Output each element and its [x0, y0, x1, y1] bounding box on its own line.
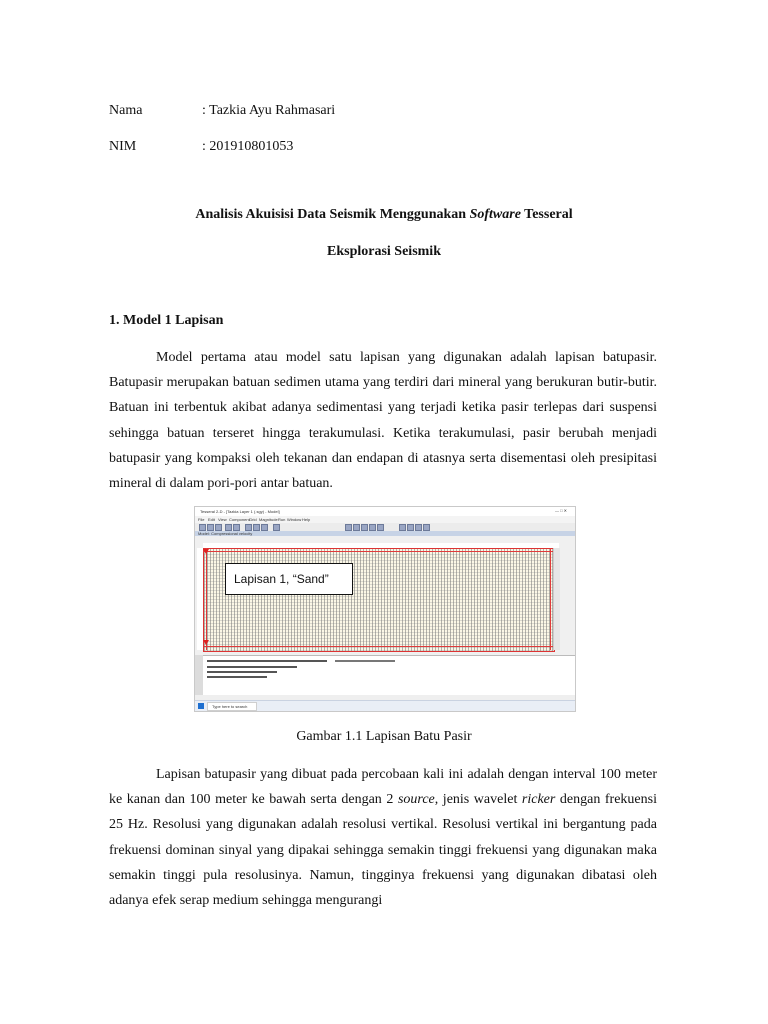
menu-edit: Edit: [208, 517, 215, 522]
window-titlebar: [195, 507, 575, 516]
title-part-3: Tesseral: [520, 207, 573, 222]
tool-icon: [377, 524, 384, 531]
tool-icon: [361, 524, 368, 531]
menu-help: Help: [302, 517, 311, 522]
window-title: Tesseral 2-D - [Tazkia Layer 1 (.sgy) - Model]: [200, 509, 280, 514]
menu-run: Run: [278, 517, 286, 522]
layer-boundary-bottom: [203, 646, 553, 647]
tool-icon: [423, 524, 430, 531]
paragraph-2-text: [109, 762, 657, 913]
log-panel: [195, 655, 575, 696]
p2-text-1: Lapisan batupasir yang dibuat pada percobaan kali ini adalah dengan interval 100 meter ke kanan dan 100 meter ke bawah serta dengan 2: [109, 767, 657, 808]
p2-source-italic: source: [397, 792, 435, 808]
title-software-italic: Software: [469, 207, 521, 222]
menu-view: View: [218, 517, 227, 522]
name-value: : Tazkia Ayu Rahmasari: [202, 103, 336, 118]
name-label: Nama: [109, 103, 143, 118]
menu-file: File: [198, 517, 205, 522]
tool-icon: [407, 524, 414, 531]
tool-icon: [253, 524, 260, 531]
menu-magnitude: Magnitude: [259, 517, 278, 522]
log-side-tab: [195, 655, 203, 695]
p2-ricker-italic: ricker: [521, 792, 556, 808]
taskbar-search-text: Type here to search: [212, 704, 248, 709]
model-panel-title: Model: Compressional velocity: [198, 531, 253, 536]
source-marker-icon: [203, 549, 209, 554]
menu-bar: [195, 516, 575, 523]
tool-icon: [399, 524, 406, 531]
tool-icon: [415, 524, 422, 531]
vertical-scrollbar: [553, 548, 560, 650]
menu-window: Window: [287, 517, 302, 522]
nim-label: NIM: [109, 139, 137, 154]
layer-boundary-left: [206, 548, 207, 650]
tool-icon: [353, 524, 360, 531]
taskbar-search: [207, 702, 257, 711]
paragraph-2: [109, 762, 657, 913]
paragraph-text: Model pertama atau model satu lapisan yang digunakan adalah lapisan batupasir. Batupasir merupakan batuan sedimen utama yang terdiri dari mineral yang berukuran butir-butir. Batuan ini terbentuk akibat adanya sedimentasi yang terjadi ketika pasir terlepas dari suspensi sehingga batuan terseret hingga terakumulasi. Ketika terakumulasi, pasir berubah menjadi batupasir yang kompaksi oleh tekanan dan endapan di atasnya serta disementasi oleh presipitasi mineral di dalam pori-pori antar batuan.: [109, 350, 657, 492]
title-part-1: Analisis Akuisisi Data Seismik Menggunakan: [195, 207, 470, 222]
section-paragraph: [109, 345, 657, 496]
model-panel-header: [195, 531, 575, 536]
window-controls: — □ ✕: [555, 508, 567, 513]
layer-boundary-top: [203, 551, 553, 552]
menu-grid: Grid: [249, 517, 257, 522]
layer-annotation: Lapisan 1, “Sand”: [225, 563, 353, 595]
tool-icon: [207, 524, 214, 531]
p2-text-2: , jenis wavelet: [434, 792, 522, 808]
layer-boundary-right: [550, 548, 551, 650]
nim-value: : 201910801053: [202, 139, 294, 154]
tool-icon: [245, 524, 252, 531]
p2-text-3: dengan frekuensi 25 Hz. Resolusi yang digunakan adalah resolusi vertikal. Resolusi vertikal ini bergantung pada frekuensi dominan sinyal yang dipakai sehingga semakin tinggi frekuensi yang digunakan maka semakin tinggi pula resolusinya. Namun, tingginya frekuensi yang digunakan dibatasi oleh adanya efek serap medium sehingga mengurangi: [109, 792, 657, 909]
tool-icon: [273, 524, 280, 531]
tesseral-screenshot: [194, 506, 576, 712]
tool-icon: [199, 524, 206, 531]
tool-icon: [215, 524, 222, 531]
source-marker-icon: [203, 640, 209, 645]
tool-icon: [345, 524, 352, 531]
document-title: [0, 207, 768, 223]
figure-caption: Gambar 1.1 Lapisan Batu Pasir: [296, 729, 472, 744]
tool-icon: [225, 524, 232, 531]
tool-icon: [369, 524, 376, 531]
menu-component: Component: [229, 517, 250, 522]
document-subtitle: Eksplorasi Seismik: [327, 244, 441, 259]
windows-start-icon: [198, 703, 204, 709]
toolbar: [195, 523, 575, 531]
section-heading: 1. Model 1 Lapisan: [109, 313, 224, 328]
tool-icon: [261, 524, 268, 531]
tool-icon: [233, 524, 240, 531]
